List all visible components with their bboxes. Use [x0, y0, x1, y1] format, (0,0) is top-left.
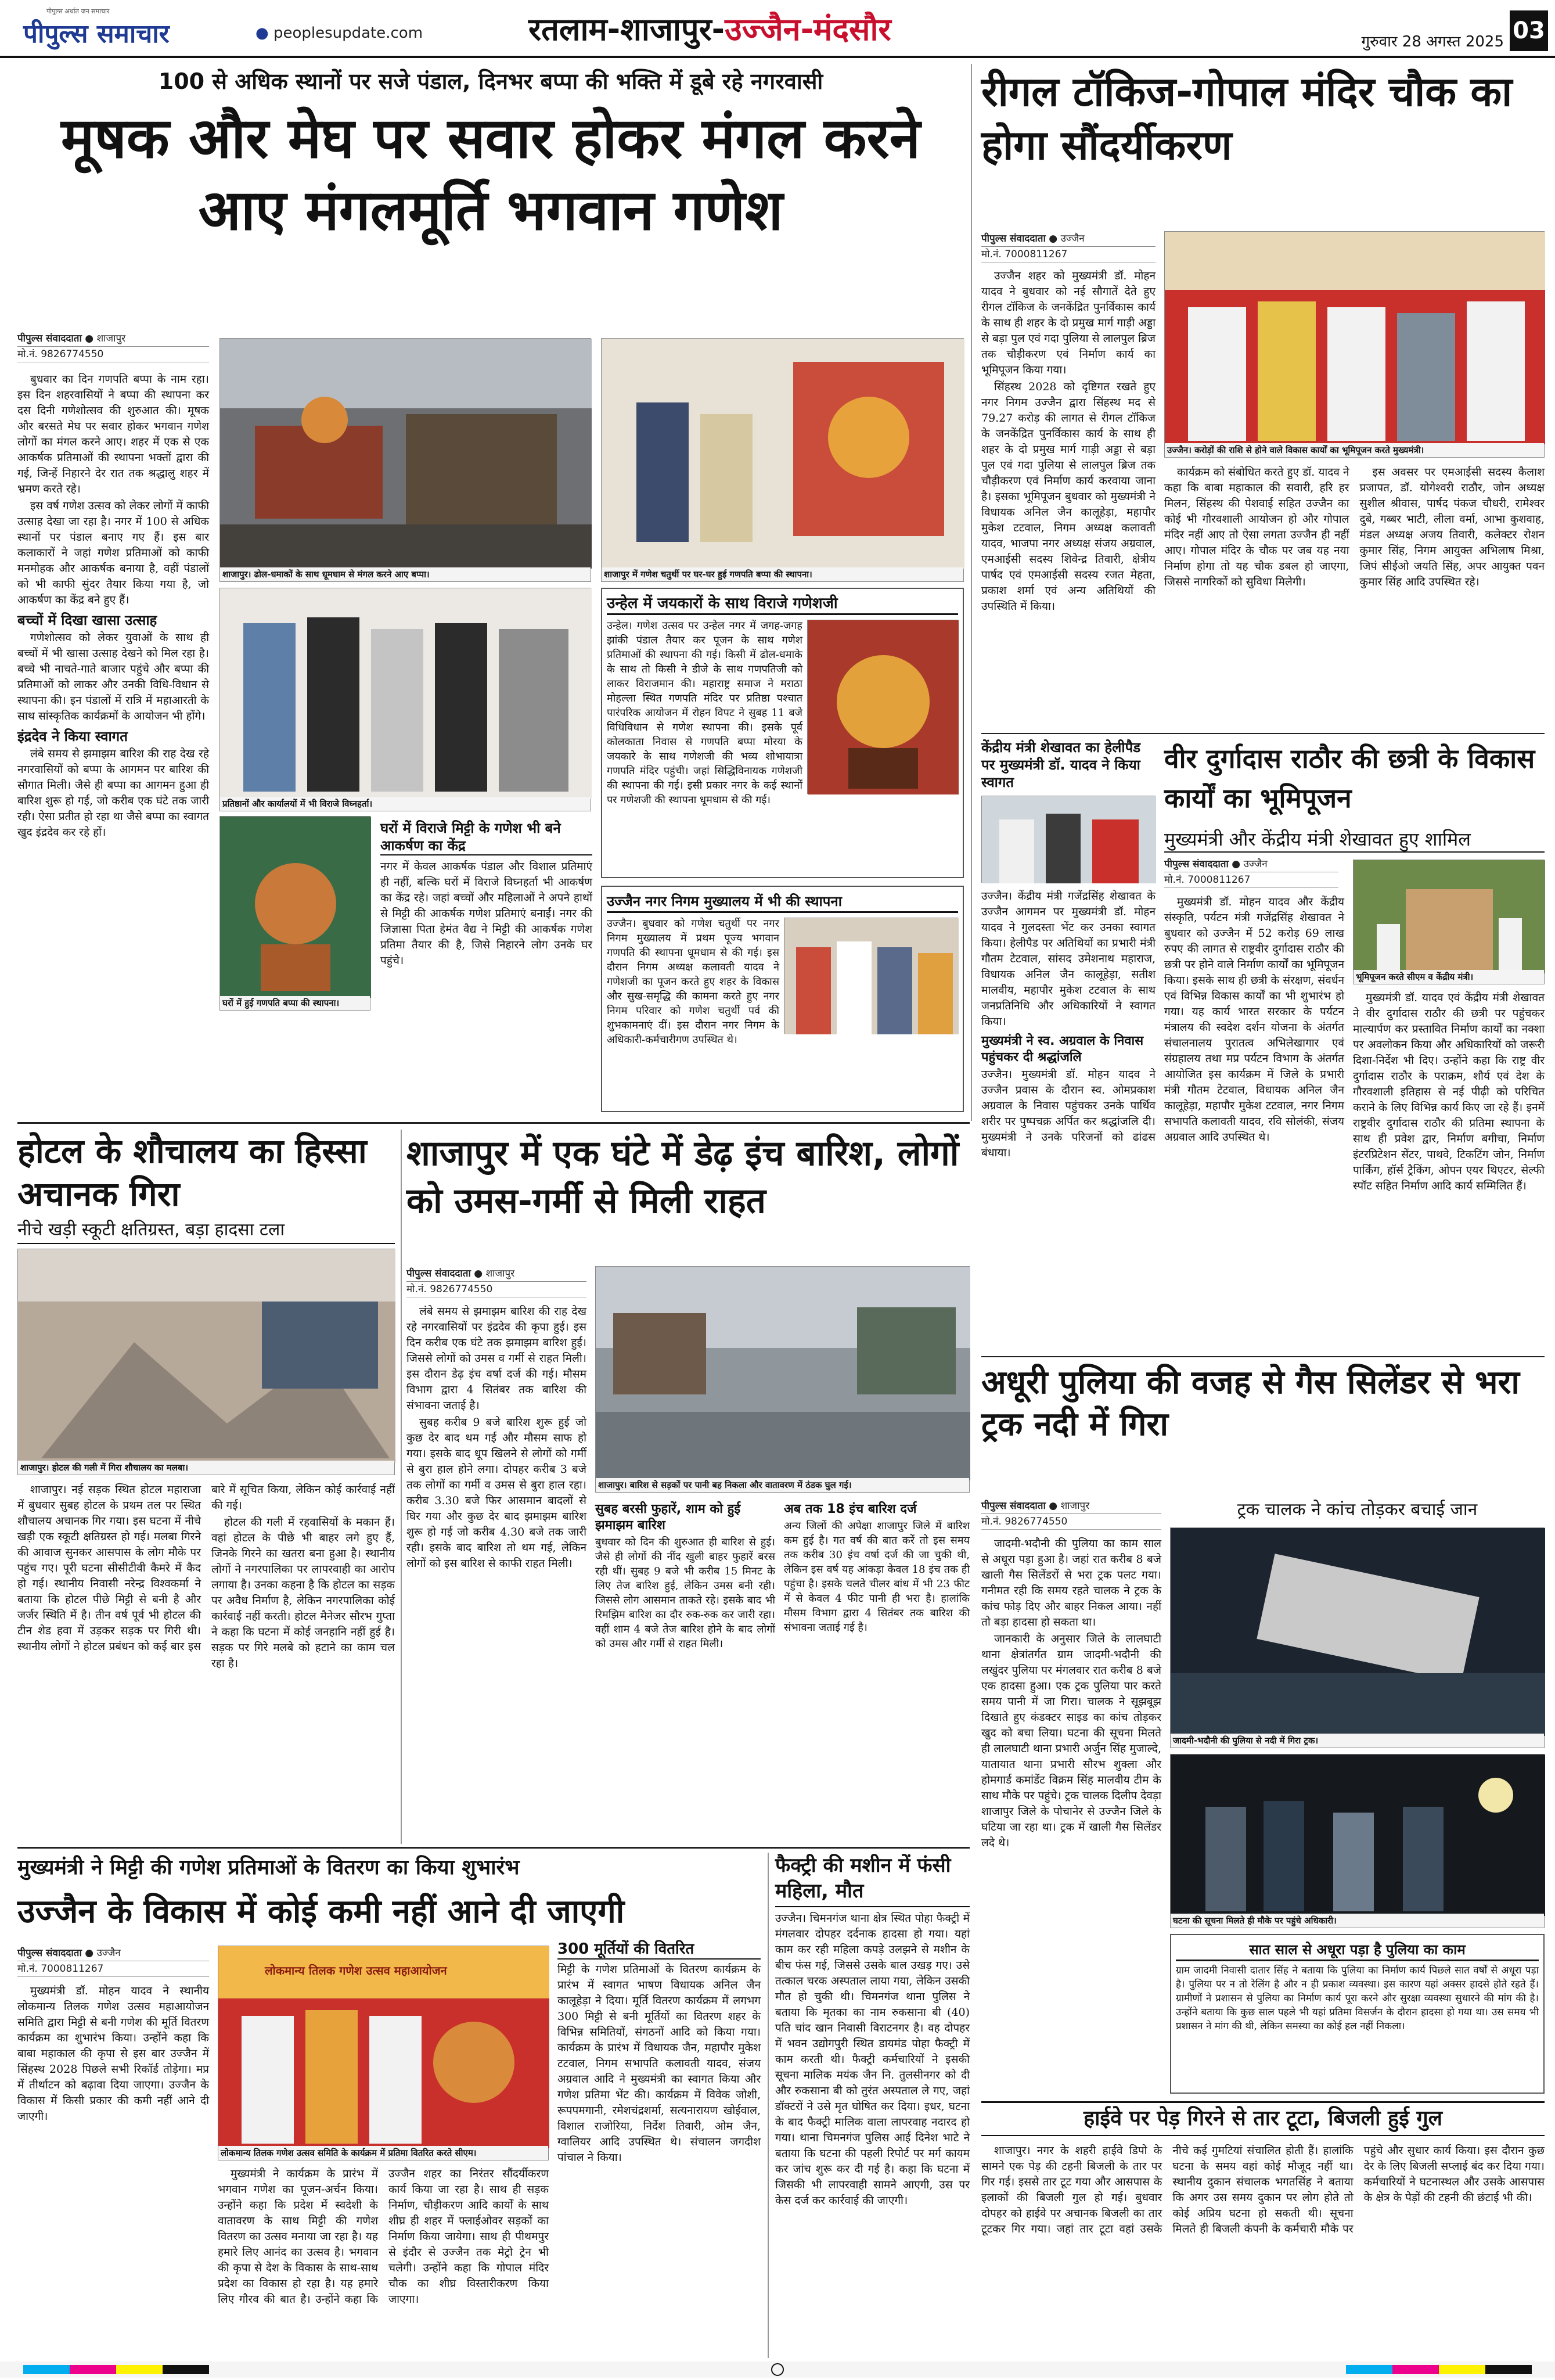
rain-sub1-text: बुधवार को दिन की शुरुआत ही बारिश से हुई। जैसे ही लोगों की नींद खुली बाहर फुहारें बरस रही थीं। सुबह 9 बजे भी करीब 15 मिनट के लिए तेज बारिश हुई, लेकिन उमस बनी रही। जिससे लोग आसमान ताकते रहे। इसके बाद भी रिमझिम बारिश का दौर रुक-रुक कर जारी रहा। वहीं शाम 4 बजे तेज बारिश होने के बाद लोगों को उमस और गर्मी से राहत मिली। — [595, 1536, 775, 1650]
durgadas-col2 — [1353, 990, 1545, 1350]
rain-sub1-block — [595, 1501, 775, 1844]
regal-col1 — [981, 268, 1156, 762]
gas-p1: जादमी-भदौनी की पुलिया का काम साल से अधूरा पड़ा हुआ है। जहां रात करीब 8 बजे खाली गैस सिलेंडरों से भरा ट्रक पलट गया। गनीमत रही कि समय रहते चालक ने ट्रक के कांच फोड़ दिए और बाहर निकल आया। नहीं तो बड़ा हादसा हो सकता था। — [981, 1537, 1161, 1628]
ganesh-kicker: 100 से अधिक स्थानों पर सजे पंडाल, दिनभर बप्पा की भक्ति में डूबे रहे नगरवासी — [158, 69, 823, 94]
print-registration-bar — [0, 2361, 1555, 2378]
ganesh-photo-clay — [219, 816, 370, 1011]
home-text: नगर में केवल आकर्षक पंडाल और विशाल प्रतिमाएं ही नहीं, बल्कि घरों में विराजे विघ्नहर्ता भी आकर्षण का केंद्र रहे। जहां बच्चों और महिलाओं ने अपने हाथों से मिट्टी की आकर्षक गणेश प्रतिमाएं बनाईं। नगर की जिज्ञासा पिता हेमंत वैद्य ने मिट्टी की आकर्षक गणेश प्रतिमा तैयार की है, जिसे निहारने लोग उनके घर पहुंचे। — [380, 860, 592, 967]
gas-headline: अधूरी पुलिया की वजह से गैस सिलेंडर से भरा ट्रक नदी में गिरा — [981, 1364, 1520, 1443]
ganesh-p2: इस वर्ष गणेश उत्सव को लेकर लोगों में काफी उत्साह देखा जा रहा है। नगर में 100 से अधिक स्थानों पर पंडाल बनाए गए हैं। इस बार कलाकारों ने जहां गणेश प्रतिमाओं को काफी मनमोहक और आकर्षक बनाया है, वहीं पंडालों को भी काफी सुंदर तैयार किया गया है, जो आकर्षण का केंद्र बने हुए हैं। — [17, 499, 209, 606]
regal-photo — [1164, 231, 1545, 458]
regal-photo-cap: उज्जैन। करोड़ों की राशि से होने वाले विकास कार्यों का भूमिपूजन करते मुख्यमंत्री। — [1165, 443, 1544, 457]
rain-photo — [595, 1266, 970, 1493]
officials-site-image — [1171, 1755, 1545, 1916]
regal-byline-org: पीपुल्स संवाददाता — [981, 233, 1046, 245]
logo-text: पीपुल्स समाचार — [23, 19, 170, 49]
murti-photo — [218, 1946, 549, 2160]
gas-byline-org: पीपुल्स संवाददाता — [981, 1500, 1046, 1512]
rain-p2: सुबह करीब 9 बजे बारिश शुरू हुई जो कुछ देर बाद थम गई और मौसम साफ हो गया। इसके बाद धूप खिलने से लोगों को गर्मी से बुरा हाल होने लगा। दोपहर करीब 3 बजे तक लोगों का गर्मी व उमस से बुरा हाल रहा। करीब 3.30 बजे फिर आसमान बादलों से घिर गया और कुछ देर बाद झमाझम बारिश शुरू हो गई जो करीब 4.30 बजे तक जारी रही। इसके बाद बारिश तो थम गई, लेकिन लोगों को इस बारिश से काफी राहत मिली। — [406, 1416, 586, 1570]
regal-bhoomipujan-image — [1165, 232, 1545, 444]
logo-tagline: पीपुल्स अर्थात जन समाचार — [46, 8, 110, 15]
rain-photo-cap: शाजापुर। बारिश से सड़कों पर पानी बह निकला और वातावरण में ठंडक घुल गई। — [596, 1478, 969, 1492]
rain-byline-org: पीपुल्स संवाददाता — [406, 1268, 471, 1279]
ganesh-p1: बुधवार का दिन गणपति बप्पा के नाम रहा। इस दिन शहरवासियों ने बप्पा की स्थापना कर दस दिनी गणेशोत्सव की शुरुआत की। मूषक और बरसते मेघ पर सवार होकर भगवान गणेश लोगों का मंगल करने आए। शहर में एक से एक आकर्षक प्रतिमाओं की स्थापना भक्तों द्वारा की गई, जिन्हें निहारने देर रात तक श्रद्धालु शहर में भ्रमण करते रहे। — [17, 373, 209, 495]
ganesh-cap3: प्रतिष्ठानों और कार्यालयों में भी विराजे विघ्नहर्ता। — [220, 797, 591, 811]
unhel-title: उन्हेल में जयकारों के साथ विराजे गणेशजी — [607, 594, 958, 615]
gas-byline: पीपुल्स संवाददाता ● शाजापुर मो.नं. 9826774550 — [981, 1498, 1161, 1533]
unhel-text: उन्हेल। गणेश उत्सव पर उन्हेल नगर में जगह-जगह झांकी पंडाल तैयार कर पूजन के साथ गणेश प्रतिमाओं की स्थापना की गई। किसी में ढोल-धमाके के साथ तो किसी ने डीजे के साथ गणपतिजी को लाकर विराजमान की। महाराष्ट्र समाज ने मराठा मोहल्ला स्थित गणपति मंदिर पर प्रतिष्ठा पश्चात पारंपरिक आयोजन में रोहन विपट ने सुबह 11 बजे विधिविधान से गणेश स्थापना की। इसके पूर्व कोलकाता निवास से गणपति बप्पा मोरया के जयकारे के साथ गणेशजी की भव्य शोभायात्रा गणपति मंदिर पहुंची। जहां सिद्धिविनायक गणेशजी की स्थापना की गई। इसी प्रकार नगर के कई स्थानों पर गणेशजी की स्थापना धूमधाम से की गई। — [607, 620, 802, 806]
murti-col1 — [17, 1983, 209, 2355]
ganesh-photo-office — [219, 588, 591, 811]
rain-byline: पीपुल्स संवाददाता ● शाजापुर मो.नं. 9826774550 — [406, 1266, 586, 1301]
regal-byline-place: उज्जैन — [1060, 233, 1085, 245]
rain-byline-place: शाजापुर — [485, 1268, 515, 1279]
ganesh-cap2: शाजापुर में गणेश चतुर्थी पर घर-घर हुई गणपति बप्पा की स्थापना। — [602, 567, 963, 581]
murti-col23 — [218, 2166, 549, 2355]
tree-body — [981, 2143, 1545, 2358]
hotel-debris-image — [18, 1249, 395, 1463]
regal-col23 — [1164, 465, 1545, 755]
gas-box — [1170, 1934, 1545, 2094]
edition-title-black: रतलाम-शाजापुर- — [528, 11, 725, 48]
unhel-box — [601, 588, 964, 878]
masthead — [0, 0, 1555, 58]
gas-photo1 — [1170, 1527, 1545, 1748]
murti-banner: लोकमान्य तिलक गणेश उत्सव महाआयोजन — [265, 1964, 447, 1978]
hotel-body — [17, 1482, 395, 1842]
regal-phone: मो.नं. 7000811267 — [981, 247, 1156, 263]
rain-sub2-block — [784, 1501, 970, 1844]
gas-box-title: सात साल से अधूरा पड़ा है पुलिया का काम — [1176, 1940, 1539, 1961]
procession-image — [220, 339, 592, 569]
shekhawat-block — [981, 739, 1156, 1159]
ganesh-byline: पीपुल्स संवाददाता ● शाजापुर मो.नं. 9826774550 — [17, 331, 209, 366]
durgadas-photo-cap: भूमिपूजन करते सीएम व केंद्रीय मंत्री। — [1354, 970, 1544, 984]
ganesh-body — [17, 372, 209, 1109]
durgadas-byline-place: उज्जैन — [1243, 858, 1268, 870]
website-text: peoplesupdate.com — [273, 24, 423, 42]
durgadas-subhead: मुख्यमंत्री और केंद्रीय मंत्री शेखावत हुए शामिल — [1164, 827, 1545, 853]
tree-p1: शाजापुर। नगर के शहरी हाईवे डिपो के सामने एक पेड़ की टहनी बिजली के तार पर गिर गई। इससे तार टूट गया और आसपास के इलाकों की बिजली गुल हो गई। बुधवार दोपहर को हाईवे पर अचानक बिजली का तार टूटकर गिर गया। जहां तार टूटा वहां उसके नीचे कई गुमटियां संचालित होती हैं। हालांकि घटना के समय वहां कोई मौजूद नहीं था। स्थानीय दुकान संचालक भगतसिंह ने बताया कि अगर उस समय दुकान पर लोग होते तो कोई अप्रिय घटना हो सकती थी। सूचना मिलते ही बिजली कंपनी के कर्मचारी मौके पर पहुंचे और सुधार कार्य किया। इस दौरान कुछ देर के लिए बिजली सप्लाई बंद कर दिया गया। कर्मचारियों ने घटनास्थल और उसके आसपास के क्षेत्र के पेड़ों की टहनी की छंटाई भी की। — [981, 2144, 1545, 2235]
globe-icon: ● — [255, 24, 269, 42]
byline-place: शाजापुर — [96, 333, 126, 344]
durgadas-image — [1354, 860, 1545, 973]
hotel-p1: शाजापुर। नई सड़क स्थित होटल महाराजा में बुधवार सुबह होटल के प्रथम तल पर स्थित शौचालय अचानक गिर गया। इस घटना में नीचे खड़ी एक स्कूटी क्षतिग्रस्त हो गई। मलबा गिरने की आवाज सुनकर आसपास के लोग मौके पर पहुंच गए। पूरी घटना सीसीटीवी कैमरे में कैद हो गई। स्थानीय निवासी नरेन्द्र विश्वकर्मा ने बताया कि होटल पीछे मिट्टी से बनी है और जर्जर स्थिति में है। तीन वर्ष पूर्व भी होटल की टीन शेड हवा में उड़कर सड़क पर गिरी थी। स्थानीय लोगों ने होटल प्रबंधन को कई बार इस बारे में सूचित किया, लेकिन कोई कार्रवाई नहीं की गई। — [17, 1483, 395, 1653]
murti-photo-cap: लोकमान्य तिलक गणेश उत्सव समिति के कार्यक्रम में प्रतिमा वितरित करते सीएम। — [218, 2146, 548, 2160]
factory-headline: फैक्ट्री की मशीन में फंसी महिला, मौत — [775, 1853, 970, 1907]
hotel-subhead: नीचे खड़ी स्कूटी क्षतिग्रस्त, बड़ा हादसा टला — [17, 1218, 395, 1244]
shekhawat-text: उज्जैन। केंद्रीय मंत्री गजेंद्रसिंह शेखावत के उज्जैन आगमन पर मुख्यमंत्री डॉ. मोहन यादव ने गुलदस्ता भेंट कर उनका स्वागत किया। हेलीपैड पर अतिथियों का प्रभारी मंत्री गौतम टेटवाल, सांसद उमेशनाथ महाराज, विधायक अनिल जैन कालूहेड़ा, सतीश मालवीय, महापौर मुकेश टटवाल के साथ जनप्रतिनिधि और अधिकारियों ने स्वागत किया। — [981, 890, 1156, 1028]
home-title: घरों में विराजे मिट्टी के गणेश भी बने आकर्षण का केंद्र — [380, 819, 592, 855]
gas-photo1-cap: जादमी-भदौनी की पुलिया से नदी में गिरा ट्रक। — [1171, 1734, 1544, 1748]
byline-phone: मो.नं. 9826774550 — [17, 347, 209, 362]
shekhawat-text2: उज्जैन। मुख्यमंत्री डॉ. मोहन यादव ने उज्जैन प्रवास के दौरान स्व. ओमप्रकाश अग्रवाल के निवास पहुंचकर उनके पार्थिव शरीर पर पुष्पचक्र अर्पित कर श्रद्धांजलि दी। मुख्यमंत्री ने उनके परिजनों को ढांढस बंधाया। — [981, 1068, 1156, 1159]
ganesh-sub2: इंद्रदेव ने किया स्वागत — [17, 728, 128, 745]
unhel-photo — [807, 620, 958, 794]
ganesh-photo-home — [601, 338, 964, 582]
gas-body — [981, 1536, 1161, 2094]
regal-byline: पीपुल्स संवाददाता ● उज्जैन मो.नं. 7000811267 — [981, 231, 1156, 266]
durgadas-headline: वीर दुर्गादास राठौर की छत्री के विकास कार्यों का भूमिपूजन — [1164, 743, 1535, 814]
rain-sub1: सुबह बरसी फुहारें, शाम को हुई झमाझम बारिश — [595, 1502, 741, 1533]
home-ganesh-box — [380, 816, 592, 1112]
gas-p2: जानकारी के अनुसार जिले के लालघाटी थाना क्षेत्रांतर्गत ग्राम जादमी-भदौनी की लखुंदर पुलिया पर मंगलवार रात करीब 8 बजे एक हादसा हुआ। एक ट्रक पुलिया पार करते समय पानी में जा गिरा। चालक ने सूझबूझ दिखाते हुए कंडक्टर साइड का कांच तोड़कर खुद को बचा लिया। घटना की सूचना मिलते ही लालघाटी थाना प्रभारी अर्जुन सिंह मुजाल्दे, यातायात थाना प्रभारी सौरभ शुक्ला और होमगार्ड कमांडेंट विक्रम सिंह मालवीय टीम के साथ मौके पर पहुंचे। ट्रक चालक दिलीप देवड़ा शाजापुर जिले के पोचानेर से उज्जैन जिले के घटिया जा रहा था। ट्रक में खाली गैस सिलेंडर लदे थे। — [981, 1633, 1161, 1849]
ganesh-sub1: बच्चों में दिखा खासा उत्साह — [17, 612, 157, 628]
durgadas-photo — [1353, 860, 1545, 984]
hotel-p2: होटल की गली में रहवासियों के मकान हैं। वहां होटल के पीछे भी बाहर लगे हुए हैं, जिनके गिरने का खतरा बना हुआ है। स्थानीय लोगों ने नगरपालिका पर लापरवाही का आरोप लगाया है। उनका कहना है कि होटल का सड़क पर अवैध निर्माण है, लेकिन नगरपालिका कोई कार्रवाई नहीं करती। होटल मैनेजर सौरभ गुप्ता ने कहा कि घटना में कोई जनहानि नहीं हुई है। सड़क पर गिरे मलबे को हटाने का काम चल रहा है। — [211, 1516, 395, 1670]
byline-org: पीपुल्स संवाददाता — [17, 333, 82, 344]
durgadas-byline-org: पीपुल्स संवाददाता — [1164, 858, 1229, 870]
nagar-nigam-box — [601, 886, 964, 1112]
tree-headline: हाईवे पर पेड़ गिरने से तार टूटा, बिजली हुई गुल — [1083, 2106, 1443, 2130]
nigam-title: उज्जैन नगर निगम मुख्यालय में भी की स्थापना — [607, 891, 958, 913]
office-image — [220, 588, 592, 799]
masthead-logo — [23, 8, 255, 52]
issue-date: गुरुवार 28 अगस्त 2025 — [1361, 33, 1504, 51]
nigam-photo — [784, 918, 958, 1034]
regal-p1: उज्जैन शहर को मुख्यमंत्री डॉ. मोहन यादव ने बुधवार को नई सौगातें देते हुए रीगल टॉकिज के जनकेंद्रित पुनर्विकास कार्य के साथ ही शहर के दो प्रमुख मार्ग गाड़ी अड्डा से बड़ा पुल एवं गदा पुलिया से लालपुल ब्रिज तक चौड़ीकरण एवं निर्माण कार्य का भूमिपूजन किया गया। — [981, 269, 1156, 376]
murti-sub: 300 मूर्तियों की वितरित — [557, 1940, 761, 1960]
ganesh-p4: लंबे समय से झमाझम बारिश की राह देख रहे नगरवासियों को बप्पा के आगमन पर बारिश की सौगात मिली। जैसे ही बप्पा का आगमन हुआ ही बारिश शुरू हो गई, जो करीब एक घंटे तक जारी रही। ऐसा प्रतीत हो रहा था जैसे बप्पा का स्वागत खुद इंद्रदेव कर रहे हों। — [17, 747, 209, 839]
gas-subhead: ट्रक चालक ने कांच तोड़कर बचाई जान — [1237, 1500, 1478, 1520]
rain-street-image — [596, 1267, 970, 1480]
clay-ganesh-image — [220, 817, 371, 998]
home-puja-image — [602, 339, 964, 569]
ganesh-cap1: शाजापुर। ढोल-धमाकों के साथ धूमधाम से मंगल करने आए बप्पा। — [220, 567, 591, 581]
regal-p2: सिंहस्थ 2028 को दृष्टिगत रखते हुए नगर निगम उज्जैन द्वारा सिंहस्थ मद से 79.27 करोड़ की लागत से रीगल टॉकिज के जनकेंद्रित पुनर्विकास कार्य के साथ ही शहर के दो प्रमुख मार्ग गाड़ी अड्डा से बड़ा पुल एवं गदा पुलिया से लालपुल ब्रिज तक चौड़ीकरण एवं निर्माण कार्य करवाया जाना है। इसका भूमिपूजन बुधवार को मुख्यमंत्री ने विधायक अनिल जैन कालूहेड़ा, महापौर मुकेश टटवाल, निगम अध्यक्ष कलावती यादव, भाजपा नगर अध्यक्ष संजय अग्रवाल, एमआईसी सदस्य शिवेन्द्र तिवारी, क्षेत्रीय पार्षद एवं एमआईसी सदस्य रजत मेहता, प्रकाश शर्मा एवं अन्य अतिथियों की उपस्थिति में किया। — [981, 380, 1156, 613]
shekhawat-sub: मुख्यमंत्री ने स्व. अग्रवाल के निवास पहुंचकर दी श्रद्धांजलि — [981, 1034, 1144, 1065]
nigam-text: उज्जैन। बुधवार को गणेश चतुर्थी पर नगर निगम मुख्यालय में प्रथम पूज्य भगवान गणपति की स्थापना धूमधाम से की गई। इस दौरान निगम अध्यक्ष कलावती यादव ने गणेशजी का पूजन करते हुए शहर के विकास और सुख-समृद्धि की कामना करते हुए नगर निगम परिवार को गणेश चतुर्थी पर्व की शुभकामनाएं दीं। इस दौरान नगर निगम के अधिकारी-कर्मचारीगण उपस्थित थे। — [607, 918, 779, 1046]
gas-photo2-cap: घटना की सूचना मिलते ही मौके पर पहुंचे अधिकारी। — [1171, 1914, 1544, 1928]
shekhawat-photo — [981, 796, 1156, 883]
gas-byline-place: शाजापुर — [1060, 1500, 1090, 1512]
page-number: 03 — [1510, 10, 1548, 51]
gas-box-text: ग्राम जादमी निवासी दातार सिंह ने बताया कि पुलिया का निर्माण कार्य पिछले सात वर्षों से अधूरा पड़ा है। पुलिया पर न तो रेलिंग है और न ही प्रकाश व्यवस्था। इस कारण यहां अक्सर हादसे होते रहते हैं। ग्रामीणों ने प्रशासन से पुलिया का निर्माण कार्य पूरा करने और सुरक्षा व्यवस्था सुधारने की मांग की है। उन्होंने बताया कि कुछ साल पहले भी यहां प्रतिमा विसर्जन के दौरान हादसा हो गया था। उस समय भी प्रशासन ने मांग की थी, लेकिन समस्या का कोई हल नहीं निकला। — [1176, 1965, 1539, 2032]
gas-photo2 — [1170, 1754, 1545, 1928]
hotel-photo-cap: शाजापुर। होटल की गली में गिरा शौचालय का मलबा। — [18, 1461, 394, 1475]
murti-kicker: मुख्यमंत्री ने मिट्टी की गणेश प्रतिमाओं के वितरण का किया शुभारंभ — [17, 1856, 520, 1879]
murti-headline: उज्जैन के विकास में कोई कमी नहीं आने दी जाएगी — [17, 1893, 625, 1930]
truck-river-image — [1171, 1528, 1545, 1736]
regal-p3: कार्यक्रम को संबोधित करते हुए डॉ. यादव ने कहा कि बाबा महाकाल की सवारी, हरि हर मिलन, सिंहस्थ की पेशवाई सहित उज्जैन का कोई भी गौरवशाली आयोजन हो और गोपाल मंदिर नहीं आए तो ऐसा लगता उज्जैन ही नहीं आए। गोपाल मंदिर के चौक पर जब यह नया निर्माण होगा तो यह चौक डबल हो जाएगा, जिससे नागरिकों को सुविधा मिलेगी। — [1164, 466, 1349, 588]
regal-headline: रीगल टॉकिज-गोपाल मंदिर चौक का होगा सौंदर्यीकरण — [981, 68, 1513, 169]
rain-p1: लंबे समय से झमाझम बारिश की राह देख रहे नगरवासियों पर इंद्रदेव की कृपा हुई। इस दिन करीब एक घंटे तक झमाझम बारिश हुई। जिससे लोगों को उमस व गर्मी से राहत मिली। इस दौरान डेढ़ इंच वर्षा दर्ज की गई। मौसम विभाग द्वारा 4 सितंबर तक बारिश की संभावना जताई है। — [406, 1305, 586, 1412]
edition-title-red: उज्जैन-मंदसौर — [725, 11, 891, 48]
murti-byline-org: पीपुल्स संवाददाता — [17, 1947, 82, 1959]
registration-marks — [0, 2361, 1555, 2378]
rain-headline: शाजापुर में एक घंटे में डेढ़ इंच बारिश, लोगों को उमस-गर्मी से मिली राहत — [406, 1133, 959, 1221]
rain-phone: मो.नं. 9826774550 — [406, 1282, 586, 1297]
rain-body — [406, 1304, 586, 1847]
rain-sub2: अब तक 18 इंच बारिश दर्ज — [784, 1502, 917, 1516]
murti-byline-place: उज्जैन — [96, 1947, 121, 1959]
website-label[interactable] — [255, 24, 430, 48]
hotel-headline: होटल के शौचालय का हिस्सा अचानक गिरा — [17, 1131, 367, 1214]
murti-phone: मो.नं. 7000811267 — [17, 1961, 209, 1977]
murti-p1: मुख्यमंत्री डॉ. मोहन यादव ने स्थानीय लोकमान्य तिलक गणेश उत्सव महाआयोजन समिति द्वारा मिट्टी से बनी गणेश की मूर्ति वितरण कार्यक्रम का शुभारंभ किया। उन्होंने कहा कि बाबा महाकाल की कृपा से इस बार उज्जैन में सिंहस्थ 2028 पिछले सभी रिकॉर्ड तोड़ेगा। मप्र में तीर्थाटन को बढ़ावा दिया जाएगा। उज्जैन के विकास में किसी प्रकार की कमी नहीं आने दी जाएगी। — [17, 1984, 209, 2123]
murti-sub-block — [557, 1940, 761, 2355]
durgadas-p2: मुख्यमंत्री डॉ. यादव एवं केंद्रीय मंत्री शेखावत ने वीर दुर्गादास राठौर की छत्री पर पहुंचकर माल्यार्पण कर प्रस्तावित निर्माण कार्यों का नक्शा पर अवलोकन किया और अधिकारियों को जरूरी दिशा-निर्देश भी दिए। उन्होंने कहा कि राष्ट्र वीर दुर्गादास राठौर के पराक्रम, शौर्य एवं देश के गौरवशाली इतिहास से नई पीढ़ी को परिचित कराने के लिए विभिन्न कार्य किए जा रहे हैं। इनमें राष्ट्रवीर दुर्गादास राठौर की प्रतिमा स्थापना के साथ ही प्रवेश द्वार, निर्माण बगीचा, निर्माण इंटरप्रिटेशन सेंटर, पाथवे, टिकटिंग जोन, निर्माण पार्किंग, हॉर्स ट्रैकिंग, ओपन एयर थिएटर, सेल्फी स्पॉट सहित निर्माण आदि कार्य सम्मिलित हैं। — [1353, 991, 1545, 1192]
durgadas-phone: मो.नं. 7000811267 — [1164, 872, 1338, 888]
durgadas-byline: पीपुल्स संवाददाता ● उज्जैन मो.नं. 7000811267 — [1164, 857, 1338, 891]
murti-p2: मुख्यमंत्री ने कार्यक्रम के प्रारंभ में भगवान गणेश का पूजन-अर्चन किया। उन्होंने कहा कि प्रदेश में स्वदेशी के वातावरण के साथ मिट्टी की गणेश वितरण का उत्सव मनाया जा रहा है। यह हमारे लिए आनंद का उत्सव है। भगवान की कृपा से देश के विकास के साथ-साथ प्रदेश का विकास हो रहा है। यह हमारे लिए गौरव की बात है। उन्होंने कहा कि उज्जैन शहर का निरंतर सौंदर्यीकरण कार्य किया जा रहा है। साथ ही सड़क निर्माण, चौड़ीकरण आदि कार्यों के साथ शीघ्र ही शहर में फ्लाईओवर सड़कों का निर्माण किया जायेगा। साथ ही पीथमपुर से इंदौर से उज्जैन तक मेट्रो ट्रेन भी चलेगी। उन्होंने कहा कि गोपाल मंदिर चौक का शीघ्र विस्तारीकरण किया जाएगा। — [218, 2167, 549, 2306]
gas-phone: मो.नं. 9826774550 — [981, 1514, 1161, 1530]
shekhawat-title: केंद्रीय मंत्री शेखावत का हेलीपैड पर मुख्यमंत्री डॉ. यादव ने किया स्वागत — [981, 739, 1141, 790]
tree-headline-bar — [981, 2101, 1545, 2136]
ganesh-photo-procession — [219, 338, 591, 582]
edition-title — [528, 9, 1051, 53]
ganesh-p3: गणेशोत्सव को लेकर युवाओं के साथ ही बच्चों में भी खासा उत्साह देखने को मिल रहा है। बच्चे भी नाचते-गाते बाजार पहुंचे और बप्पा की प्रतिमाओं को लाकर और उनकी विधि-विधान से स्थापना की। इन पंडालों में रात्रि में महाआरती के साथ सांस्कृतिक कार्यक्रमों के आयोजन भी होंगे। — [17, 631, 209, 722]
rain-sub2-text: अन्य जिलों की अपेक्षा शाजापुर जिले में बारिश कम हुई है। गत वर्ष की बात करें तो इस समय तक करीब 30 इंच वर्षा दर्ज की जा चुकी थी, लेकिन इस वर्ष यह आंकड़ा केवल 18 इंच तक ही पहुंचा है। इसके चलते चीलर बांध में भी 23 फीट में से केवल 4 फीट पानी ही भरा है। हालांकि मौसम विभाग द्वारा 4 सितंबर तक बारिश की संभावना जताई गई है। — [784, 1520, 970, 1634]
factory-text: उज्जैन। चिमनगंज थाना क्षेत्र स्थित पोहा फैक्ट्री में मंगलवार दोपहर दर्दनाक हादसा हो गया। यहां काम कर रही महिला कपड़े उलझने से मशीन के बीच फंस गई, जिससे उसके बाल उखड़ गए। उसे तत्काल चरक अस्पताल लाया गया, लेकिन उसकी मौत हो चुकी थी। चिमनगंज थाना पुलिस ने बताया कि मृतका का नाम रुकसाना बी (40) पति चांद खान निवासी विराटनगर है। वह दोपहर में भवन उद्योगपुरी स्थित डायमंड पोहा फैक्ट्री में काम करती थी। फैक्ट्री कर्मचारियों ने इसकी सूचना मालिक मयंक जैन नि. तुलसीनगर को दी और रुकसाना बी को तुरंत अस्पताल ले गए, जहां डॉक्टरों ने उसे मृत घोषित कर दिया। इधर, घटना के बाद फैक्ट्री मालिक वाला लापरवाह नदारद हो गया। थाना चिमनगंज पुलिस आई दिनेश भाटे ने बताया कि घटना की पहली रिपोर्ट पर मर्ग कायम कर जांच शुरू कर दी गई है। कहा कि घटना में जिसकी भी लापरवाही सामने आएगी, उस पर केस दर्ज कर कार्रवाई की जाएगी। — [775, 1912, 970, 2207]
durgadas-p1: मुख्यमंत्री डॉ. मोहन यादव और केंद्रीय संस्कृति, पर्यटन मंत्री गजेंद्रसिंह शेखावत ने बुधवार को उज्जैन में 52 करोड़ 69 लाख रुपए की लागत से राष्ट्रवीर दुर्गादास राठौर की छत्री पर होने वाले निर्माण कार्यों का भूमिपूजन किया। इसके साथ ही छत्री के संरक्षण, संवर्धन एवं विभिन्न विकास कार्यों का भी शुभारंभ हो गया। यह कार्य भारत सरकार के पर्यटन मंत्रालय की स्वदेश दर्शन योजना के अंतर्गत संचालनालय पुरातत्व अभिलेखागार एवं संग्रहालय तथा मप्र पर्यटन विभाग के अंतर्गत आयोजित इस कार्यक्रम में जिले के प्रभारी मंत्री गौतम टेटवाल, विधायक अनिल जैन कालूहेड़ा, महापौर मुकेश टटवाल, नगर निगम सभापति कलावती यादव, रवि सोलंकी, संजय अग्रवाल आदि उपस्थित थे। — [1164, 896, 1344, 1144]
factory-block — [775, 1853, 970, 2358]
murti-byline: पीपुल्स संवाददाता ● उज्जैन मो.नं. 7000811267 — [17, 1946, 209, 1980]
murti-sub-text: मिट्टी के गणेश प्रतिमाओं के वितरण कार्यक्रम के प्रारंभ में स्वागत भाषण विधायक अनिल जैन कालूहेड़ा ने दिया। मूर्ति वितरण कार्यक्रम में लगभग 300 मिट्टी से बनी मूर्तियों का वितरण शहर के विभिन्न समितियों, संगठनों आदि को किया गया। कार्यक्रम के प्रारंभ में विधायक जैन, महापौर मुकेश टटवाल, निगम सभापति कलावती यादव, संजय अग्रवाल आदि ने मुख्यमंत्री का स्वागत किया और गणेश प्रतिमा भेंट की। कार्यक्रम में विवेक जोशी, रूपपमगानी, रमेशचंद्रशर्मा, सत्यनारायण खोईवाल, विशाल राजोरिया, निर्देश तिवारी, ओम जैन, ग्वालियर आदि उपस्थित थे। संचालन जगदीश पांचाल ने किया। — [557, 1963, 761, 2164]
regal-p4: इस अवसर पर एमआईसी सदस्य कैलाश प्रजापत, डॉ. योगेश्वरी राठौर, जोन अध्यक्ष सुशील श्रीवास, पार्षद पंकज चौधरी, रामेश्वर दुबे, गब्बर भाटी, लीला वर्मा, आभा कुशवाह, मंडल अध्यक्ष अजय तिवारी, कलेक्टर रोशन कुमार सिंह, निगम आयुक्त अभिलाष मिश्रा, जिपं सीईओ जयति सिंह, अपर आयुक्त पवन कुमार सिंह आदि उपस्थित रहे। — [1359, 466, 1545, 588]
durgadas-col1 — [1164, 894, 1344, 1144]
ganesh-cap4: घरों में हुई गणपति बप्पा की स्थापना। — [220, 996, 370, 1010]
ganesh-headline: मूषक और मेघ पर सवार होकर मंगल करने आए मंगलमूर्ति भगवान गणेश — [60, 106, 921, 243]
hotel-photo — [17, 1249, 395, 1475]
